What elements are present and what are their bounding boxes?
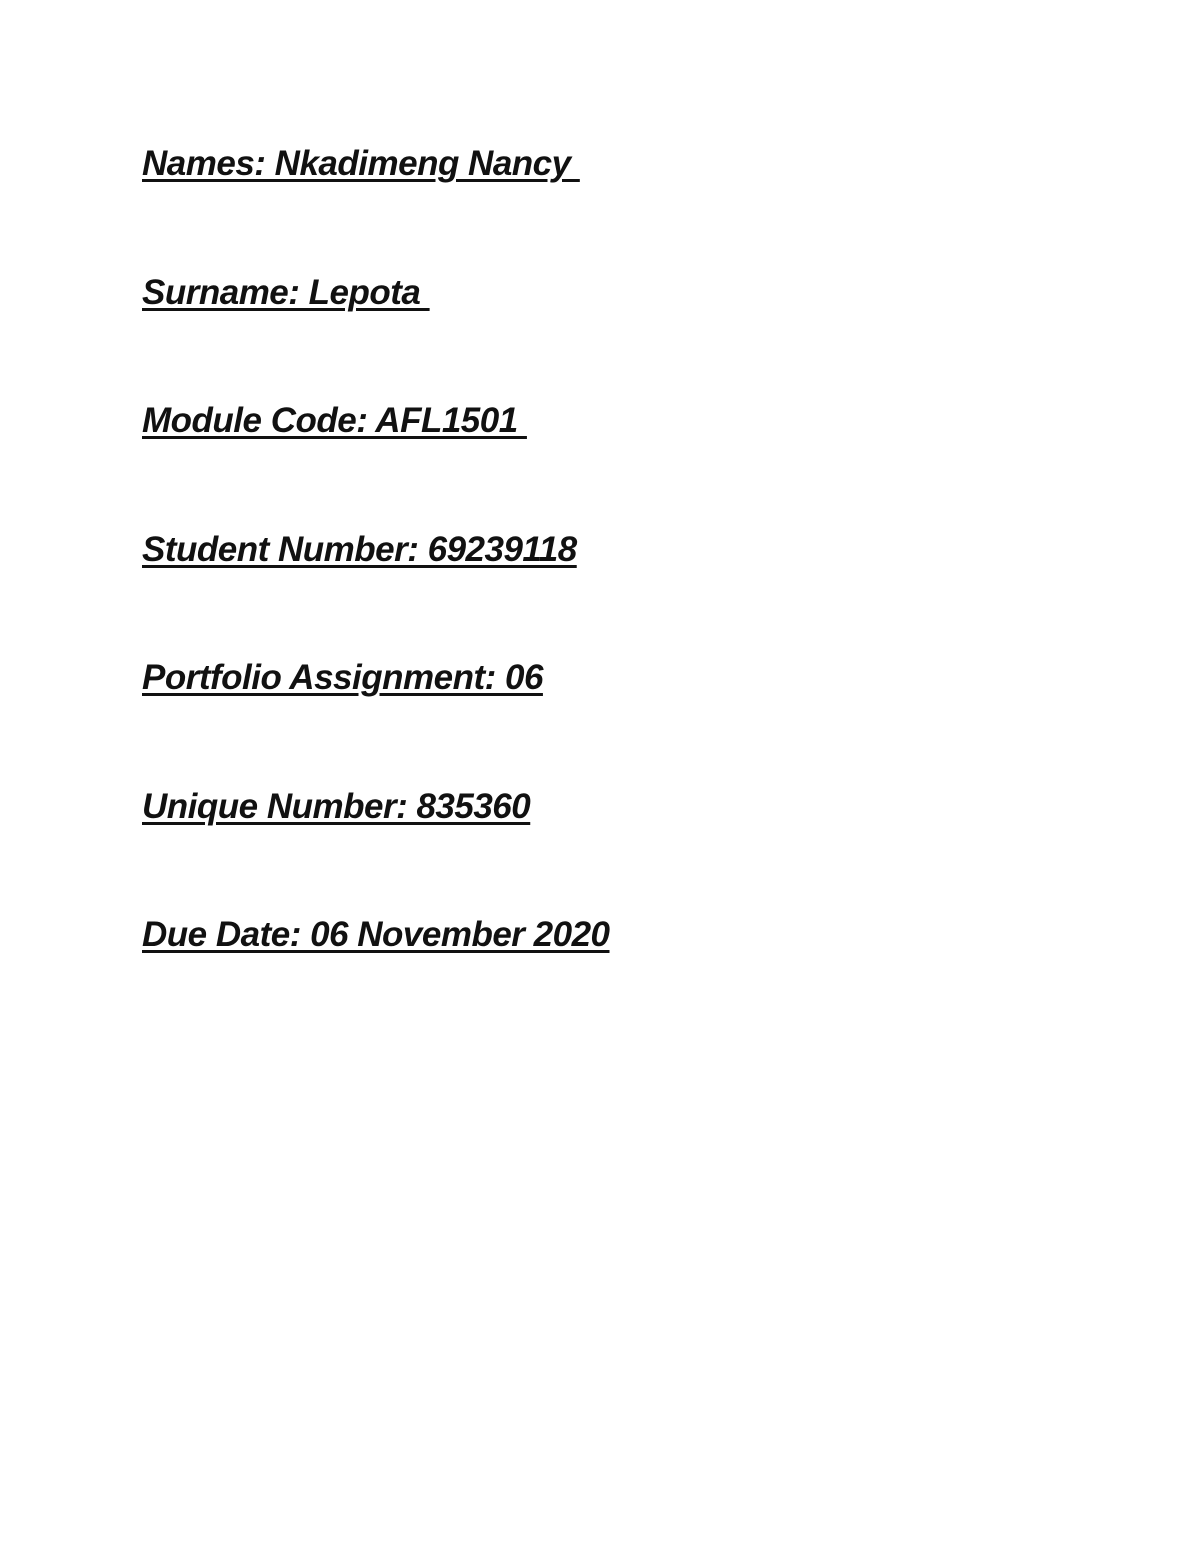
unique-number-line: Unique Number: 835360 [142, 786, 531, 826]
due-date-line: Due Date: 06 November 2020 [142, 915, 610, 954]
cover-details [142, 140, 610, 1040]
surname-line: Surname: Lepota [142, 272, 430, 312]
names-line: Names: Nkadimeng Nancy [142, 144, 580, 183]
module-code-line: Module Code: AFL1501 [142, 401, 527, 440]
portfolio-assignment-line: Portfolio Assignment: 06 [142, 658, 543, 697]
student-number-line: Student Number: 69239118 [142, 529, 577, 569]
